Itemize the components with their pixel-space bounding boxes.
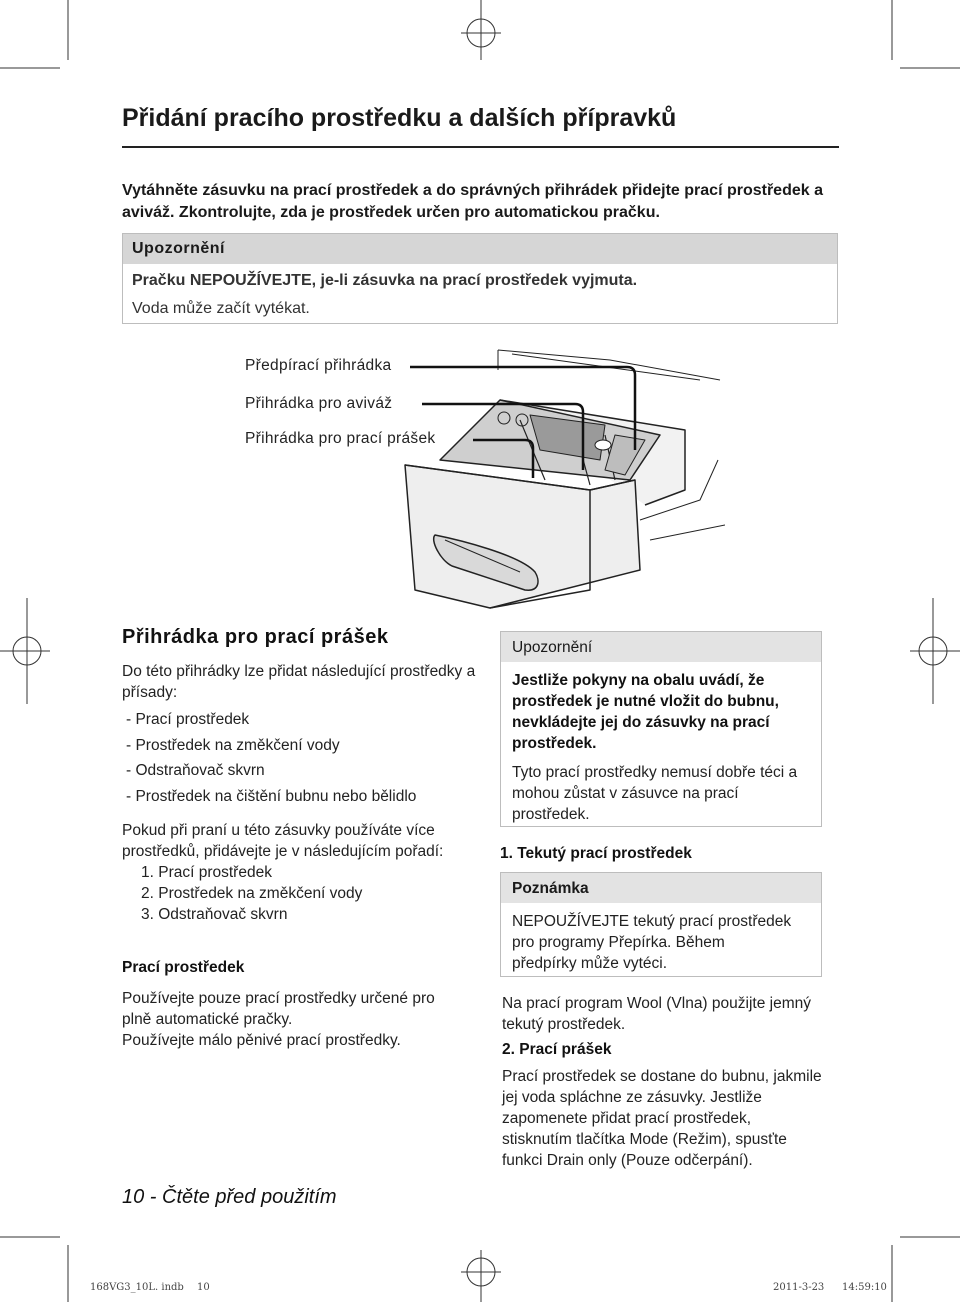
powder-text: Prací prostředek se dostane do bubnu, jakmile jej voda spláchne ze zásuvky. Jestliže zapomenete přidat prací prostředek, stisknutím tlačítka Mode (Režim), spusťte funkci Drain only (Pouze odčerpání).: [502, 1068, 822, 1169]
note-text: NEPOUŽÍVEJTE tekutý prací prostředek pro programy Přepírka. Během předpírky může vytéci.: [512, 913, 792, 972]
warning-line-2: Voda může začít vytékat.: [132, 300, 310, 317]
wool-text: Na prací program Wool (Vlna) použijte jemný tekutý prostředek.: [502, 995, 811, 1033]
slug-page: 10: [197, 1282, 210, 1293]
page-footer: 10 - Čtěte před použitím: [122, 1186, 337, 1208]
list-item: - Prostředek na čištění bubnu nebo bělidlo: [126, 787, 417, 805]
order-item: 3. Odstraňovač skvrn: [141, 906, 288, 923]
caution-text: Tyto prací prostředky nemusí dobře téci a mohou zůstat v zásuvce na prací prostředek.: [512, 764, 798, 823]
page-title: Přidání pracího prostředku a dalších přípravků: [122, 104, 677, 132]
liquid-detergent-title: 1. Tekutý prací prostředek: [500, 845, 692, 862]
powder-title: 2. Prací prášek: [502, 1041, 612, 1058]
section-title: Přihrádka pro prací prášek: [122, 626, 389, 648]
list-item: - Odstraňovač skvrn: [126, 762, 265, 779]
additive-list: [126, 707, 416, 809]
callout-softener: Přihrádka pro aviváž: [245, 395, 393, 412]
order-item: 2. Prostředek na změkčení vody: [141, 885, 363, 902]
warning-line-1: Pračku NEPOUŽÍVEJTE, je-li zásuvka na prací prostředek vyjmuta.: [132, 272, 638, 289]
slug-time: 14:59:10: [842, 1282, 887, 1293]
intro-text: Vytáhněte zásuvku na prací prostředek a do správných přihrádek přidejte prací prostředek a aviváž. Zkontrolujte, zda je prostředek určen pro automatickou pračku.: [122, 182, 823, 221]
detergent-text-2: Používejte málo pěnivé prací prostředky.: [122, 1032, 401, 1049]
slug-date: 2011-3-23: [773, 1282, 825, 1293]
list-item: - Prostředek na změkčení vody: [126, 736, 340, 754]
note-box: [500, 872, 822, 977]
caution-header: [501, 632, 821, 662]
note-header: [501, 873, 821, 903]
caution-heading: Upozornění: [512, 639, 593, 656]
warning-heading: Upozornění: [132, 240, 225, 257]
caution-box: [500, 631, 822, 827]
detergent-text-1: Používejte pouze prací prostředky určené pro plně automatické pračky.: [122, 990, 435, 1028]
order-intro: Pokud při praní u této zásuvky používáte více prostředků, přidávejte je v následujícím pořadí:: [122, 822, 444, 860]
order-item: 1. Prací prostředek: [141, 864, 272, 881]
section-intro: Do této přihrádky lze přidat následující prostředky a přísady:: [122, 663, 476, 701]
detergent-subtitle: Prací prostředek: [122, 959, 245, 976]
note-heading: Poznámka: [512, 880, 589, 897]
caution-bold-text: Jestliže pokyny na obalu uvádí, že prostředek je nutné vložit do bubnu, nevkládejte jej do zásuvky na prací prostředek.: [512, 672, 779, 752]
order-block: [122, 820, 482, 925]
slug-file: 168VG3_10L. indb: [90, 1282, 184, 1293]
callout-prewash: Předpírací přihrádka: [245, 357, 392, 374]
list-item: - Prací prostředek: [126, 711, 250, 728]
callout-powder: Přihrádka pro prací prášek: [245, 430, 436, 447]
